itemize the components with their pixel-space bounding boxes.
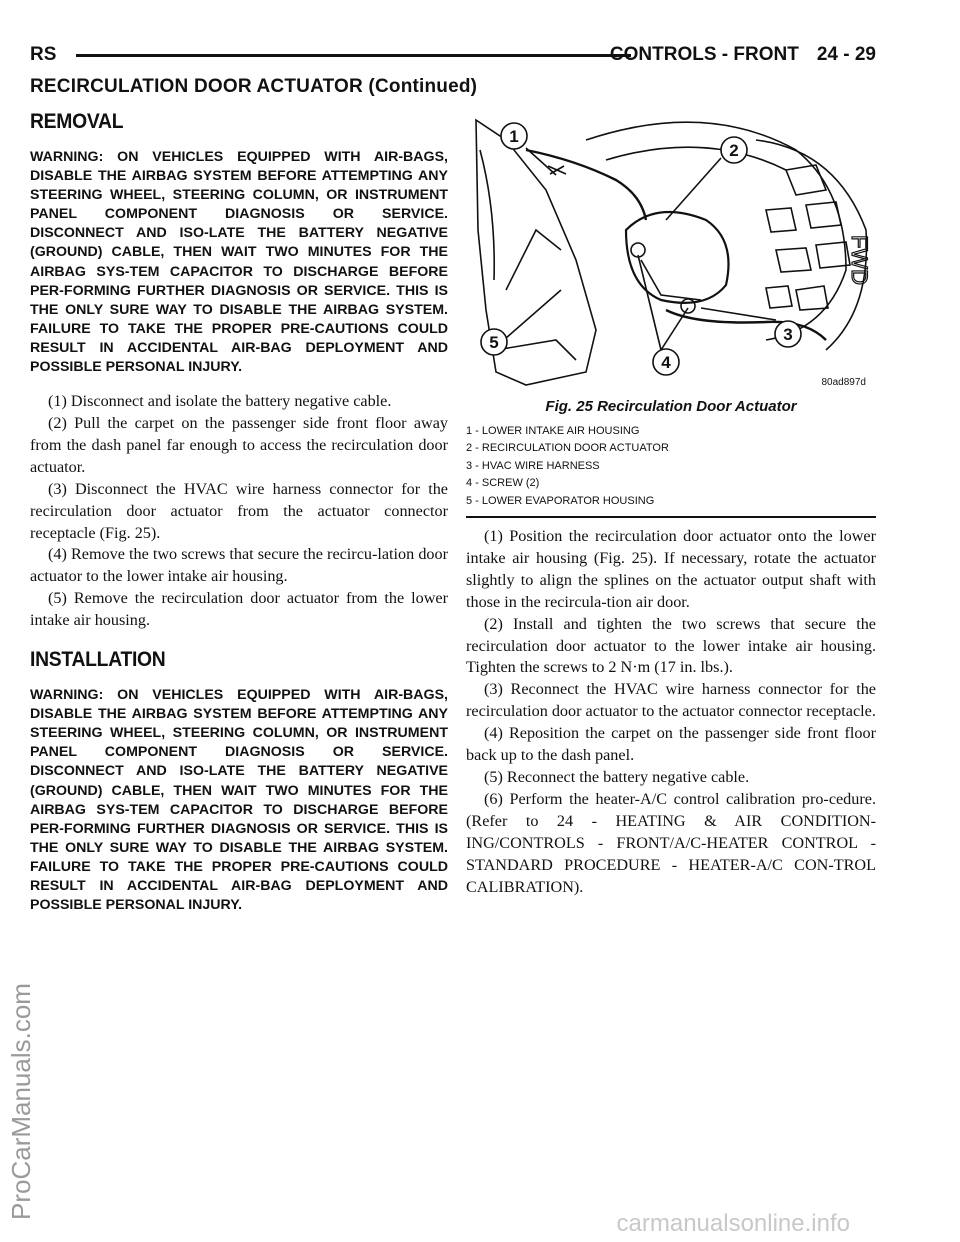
installation-warning: WARNING: ON VEHICLES EQUIPPED WITH AIR-BAGS, DISABLE THE AIRBAG SYSTEM BEFORE ATTEMPTING ANY STEERING WHEEL, STEERING COLUMN, OR INSTRUMENT PANEL COMPONENT DIAGNOSIS OR SERVICE. DISCONNECT AND ISO-LATE THE BATTERY NEGATIVE (GROUND) CABLE, THEN WAIT TWO MINUTES FOR THE AIRBAG SYS-TEM CAPACITOR TO DISCHARGE BEFORE PER-FORMING FURTHER DIAGNOSIS OR SERVICE. THIS IS THE ONLY SURE WAY TO DISABLE THE AIRBAG SYSTEM. FAILURE TO TAKE THE PROPER PRE-CAUTIONS COULD RESULT IN ACCIDENTAL AIR-BAG DEPLOYMENT AND POSSIBLE PERSONAL INJURY. xyxy=(30,687,448,914)
legend-rule xyxy=(466,516,876,518)
figure-illustration xyxy=(466,110,876,392)
removal-step: (2) Pull the carpet on the passenger side front floor away from the dash panel far enough to access the recirculation door actuator. xyxy=(30,414,448,476)
header-rule xyxy=(76,54,631,57)
header-section-code: RS xyxy=(30,44,57,65)
page-header xyxy=(30,44,876,70)
page-number: 24 - 29 xyxy=(816,44,876,65)
installation-step: (4) Reposition the carpet on the passenger side front floor back up to the dash panel. xyxy=(466,724,876,765)
side-watermark: ProCarManuals.com xyxy=(6,983,36,1220)
continued-title: RECIRCULATION DOOR ACTUATOR (Continued) xyxy=(30,76,478,97)
footer-watermark: carmanualsonline.info xyxy=(616,1210,850,1237)
removal-step: (3) Disconnect the HVAC wire harness connector for the recirculation door actuator from the actuator connector receptacle (Fig. 25). xyxy=(30,479,448,542)
fwd-label: FWD xyxy=(847,234,872,286)
installation-step: (3) Reconnect the HVAC wire harness connector for the recirculation door actuator to the actuator connector receptacle. xyxy=(466,680,876,721)
legend-item: 5 - LOWER EVAPORATOR HOUSING xyxy=(466,494,655,507)
installation-step: (5) Reconnect the battery negative cable. xyxy=(484,768,750,786)
figure-legend xyxy=(466,423,876,510)
figure-caption: Fig. 25 Recirculation Door Actuator xyxy=(545,398,797,415)
figure-code: 80ad897d xyxy=(821,377,866,388)
installation-heading: INSTALLATION xyxy=(30,648,166,672)
header-title: CONTROLS - FRONT xyxy=(609,44,799,65)
removal-warning: WARNING: ON VEHICLES EQUIPPED WITH AIR-BAGS, DISABLE THE AIRBAG SYSTEM BEFORE ATTEMPTING ANY STEERING WHEEL, STEERING COLUMN, OR INSTRUMENT PANEL COMPONENT DIAGNOSIS OR SERVICE. DISCONNECT AND ISO-LATE THE BATTERY NEGATIVE (GROUND) CABLE, THEN WAIT TWO MINUTES FOR THE AIRBAG SYS-TEM CAPACITOR TO DISCHARGE BEFORE PER-FORMING FURTHER DIAGNOSIS OR SERVICE. THIS IS THE ONLY SURE WAY TO DISABLE THE AIRBAG SYSTEM. FAILURE TO TAKE THE PROPER PRE-CAUTIONS COULD RESULT IN ACCIDENTAL AIR-BAG DEPLOYMENT AND POSSIBLE PERSONAL INJURY. xyxy=(30,149,448,376)
callout-3: 3 xyxy=(783,325,793,344)
callout-2: 2 xyxy=(729,141,739,160)
installation-step: (1) Position the recirculation door actuator onto the lower intake air housing (Fig. 25). If necessary, rotate the actuator slightly to align the splines on the actuator output shaft with those in the recircula-tion air door. xyxy=(466,527,876,611)
legend-item: 2 - RECIRCULATION DOOR ACTUATOR xyxy=(466,442,669,455)
callout-5: 5 xyxy=(489,333,499,352)
installation-step: (2) Install and tighten the two screws that secure the recirculation door actuator to the lower intake air housing. Tighten the screws to 2 N·m (17 in. lbs.). xyxy=(466,614,876,677)
installation-section xyxy=(30,648,448,915)
callout-1: 1 xyxy=(509,127,519,146)
actuator-diagram xyxy=(466,110,876,392)
left-column xyxy=(30,110,448,929)
legend-item: 3 - HVAC WIRE HARNESS xyxy=(466,459,600,472)
right-column xyxy=(466,110,876,898)
removal-step: (1) Disconnect and isolate the battery negative cable. xyxy=(48,392,392,411)
removal-step: (4) Remove the two screws that secure the recircu-lation door actuator to the lower intake air housing. xyxy=(30,545,448,586)
legend-item: 4 - SCREW (2) xyxy=(466,477,540,490)
removal-step: (5) Remove the recirculation door actuator from the lower intake air housing. xyxy=(30,589,448,630)
removal-heading: REMOVAL xyxy=(30,110,124,133)
callout-4: 4 xyxy=(661,353,671,372)
installation-step: (6) Perform the heater-A/C control calibration pro-cedure. (Refer to 24 - HEATING & AIR CONDITION-ING/CONTROLS - FRONT/A/C-HEATER CONTROL - STANDARD PROCEDURE - HEATER-A/C CON-TROL CALIBRATION). xyxy=(466,789,876,896)
legend-item: 1 - LOWER INTAKE AIR HOUSING xyxy=(466,425,640,437)
header-right xyxy=(610,44,876,66)
